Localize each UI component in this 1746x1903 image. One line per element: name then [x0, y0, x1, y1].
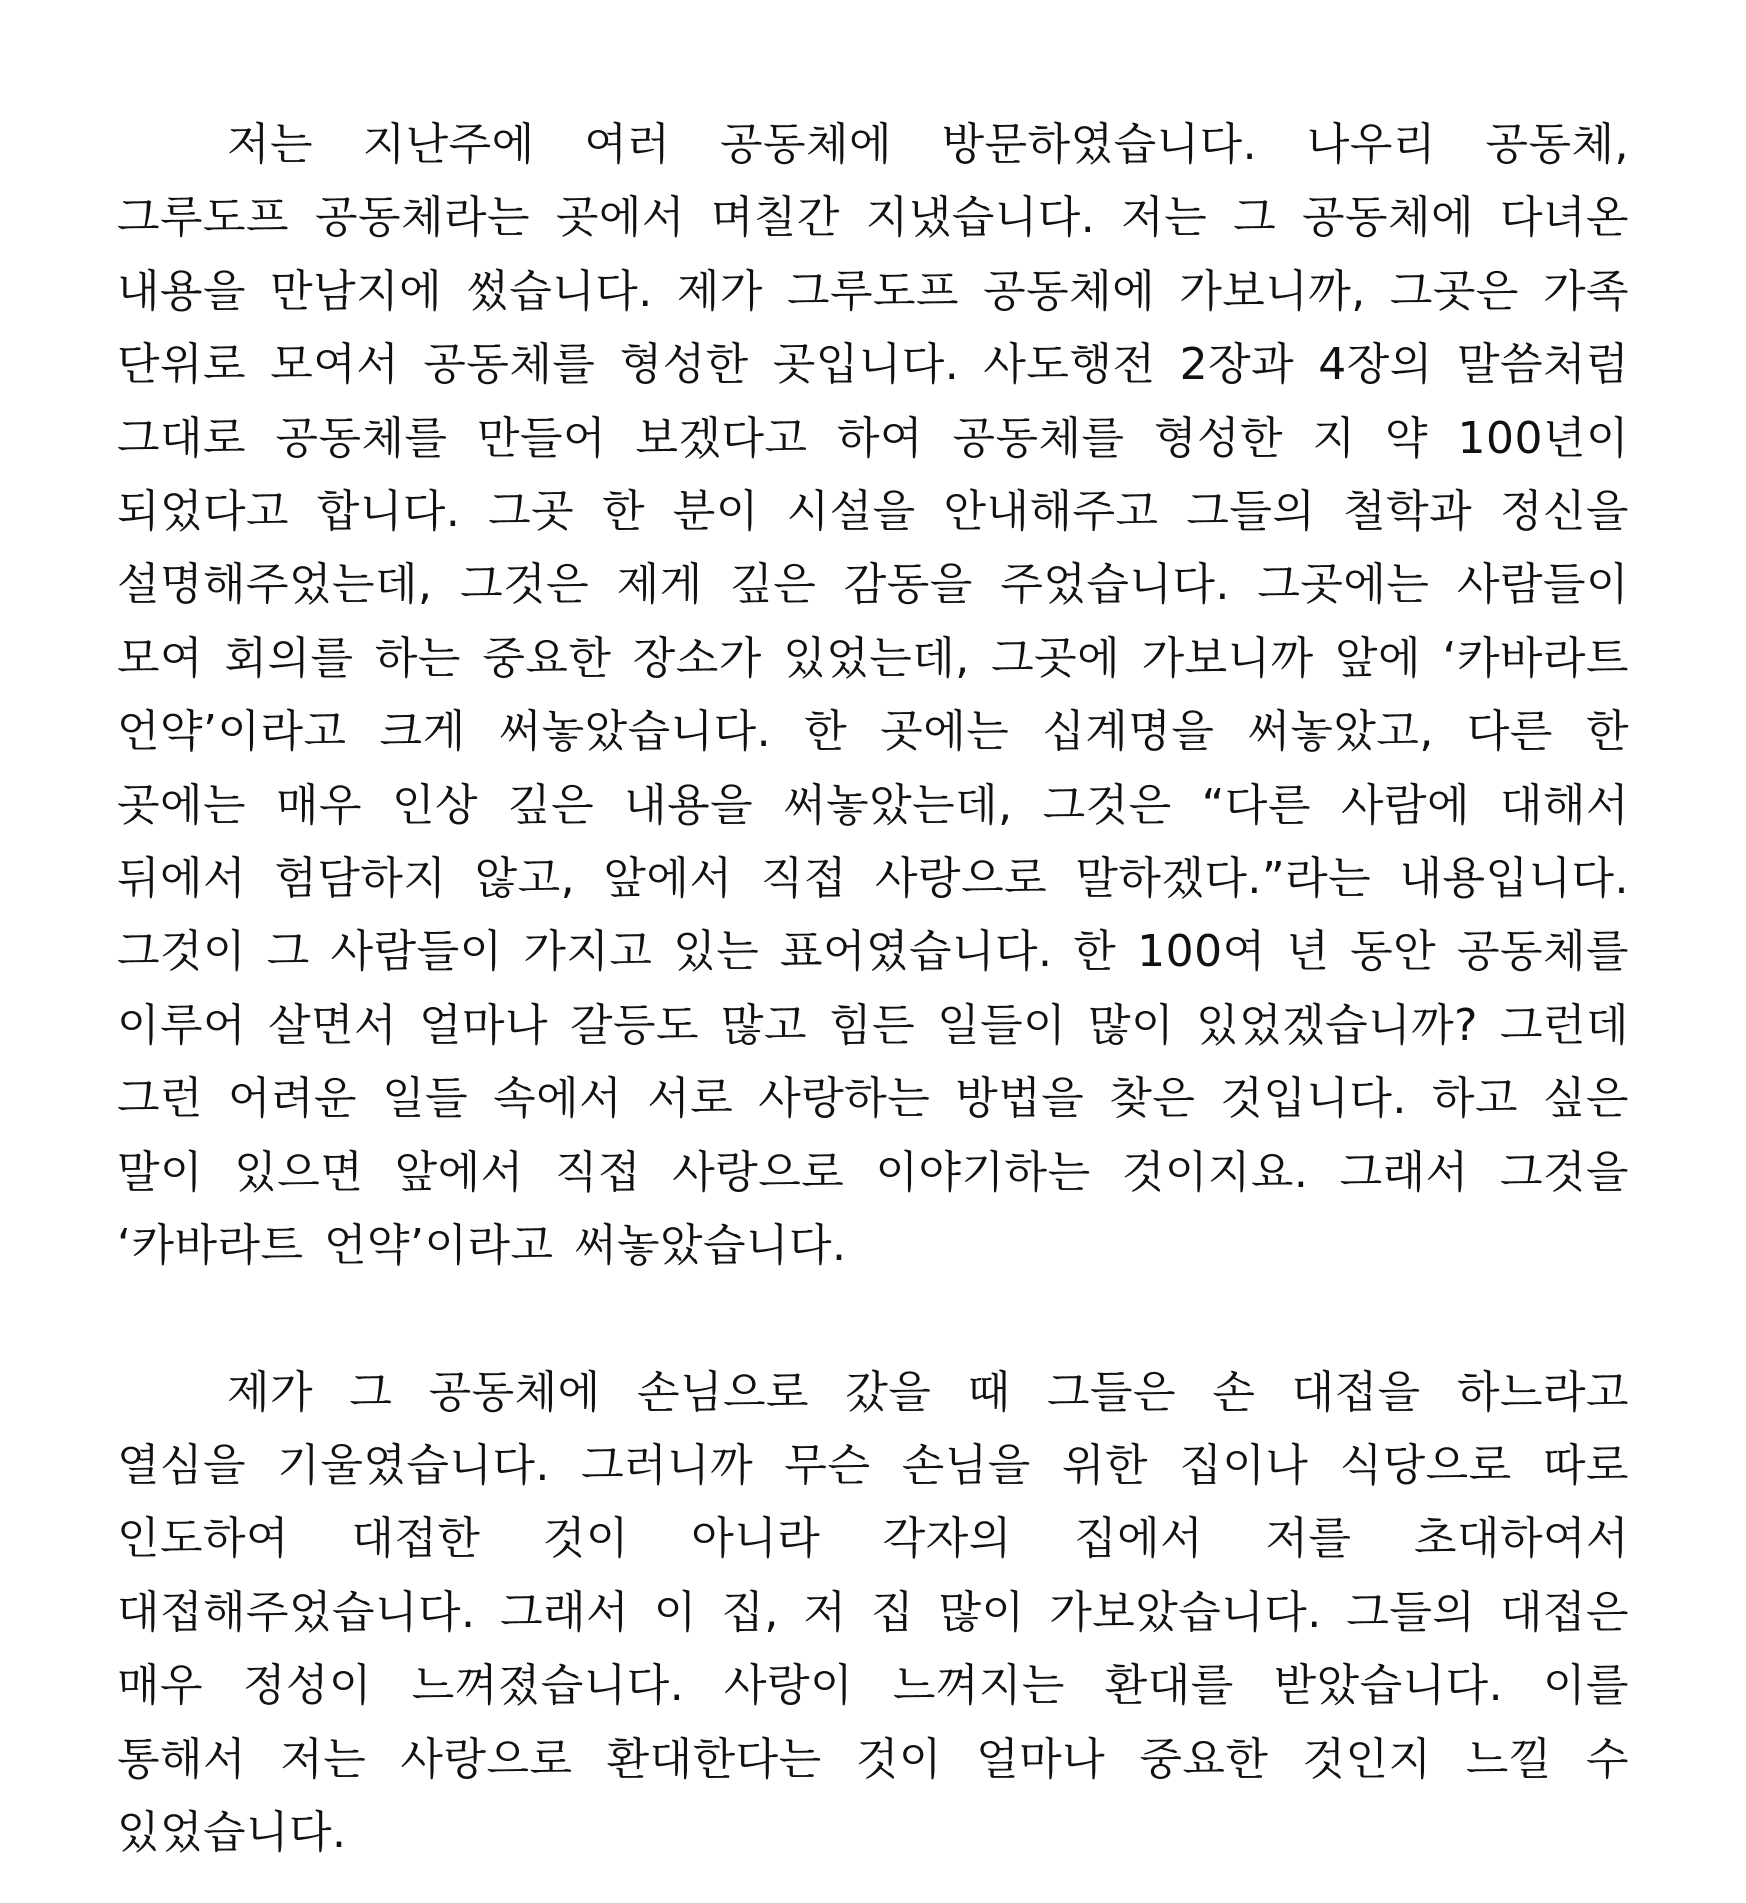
- paragraph-1: 저는 지난주에 여러 공동체에 방문하였습니다. 나우리 공동체, 그루도프 공동체라는 곳에서 며칠간 지냈습니다. 저는 그 공동체에 다녀온 내용을 만남지에 썼습니다. 제가 그루도프 공동체에 가보니까, 그곳은 가족 단위로 모여서 공동체를 형성한 곳입니다. 사도행전 2장과 4장의 말씀처럼 그대로 공동체를 만들어 보겠다고 하여 공동체를 형성한 지 약 100년이 되었다고 합니다. 그곳 한 분이 시설을 안내해주고 그들의 철학과 정신을 설명해주었는데, 그것은 제게 깊은 감동을 주었습니다. 그곳에는 사람들이 모여 회의를 하는 중요한 장소가 있었는데, 그곳에 가보니까 앞에 ‘카바라트 언약’이라고 크게 써놓았습니다. 한 곳에는 십계명을 써놓았고, 다른 한 곳에는 매우 인상 깊은 내용을 써놓았는데, 그것은 “다른 사람에 대해서 뒤에서 험담하지 않고, 앞에서 직접 사랑으로 말하겠다.”라는 내용입니다. 그것이 그 사람들이 가지고 있는 표어였습니다. 한 100여 년 동안 공동체를 이루어 살면서 얼마나 갈등도 많고 힘든 일들이 많이 있었겠습니까? 그런데 그런 어려운 일들 속에서 서로 사랑하는 방법을 찾은 것입니다. 하고 싶은 말이 있으면 앞에서 직접 사랑으로 이야기하는 것이지요. 그래서 그것을 ‘카바라트 언약’이라고 써놓았습니다.: [117, 119, 1629, 1272]
- paragraph-2: 제가 그 공동체에 손님으로 갔을 때 그들은 손 대접을 하느라고 열심을 기울였습니다. 그러니까 무슨 손님을 위한 집이나 식당으로 따로 인도하여 대접한 것이 아니라 각자의 집에서 저를 초대하여서 대접해주었습니다. 그래서 이 집, 저 집 많이 가보았습니다. 그들의 대접은 매우 정성이 느껴졌습니다. 사랑이 느껴지는 환대를 받았습니다. 이를 통해서 저는 사랑으로 환대한다는 것이 얼마나 중요한 것인지 느낄 수 있었습니다.: [117, 1366, 1629, 1858]
- document-body: [117, 108, 1629, 1869]
